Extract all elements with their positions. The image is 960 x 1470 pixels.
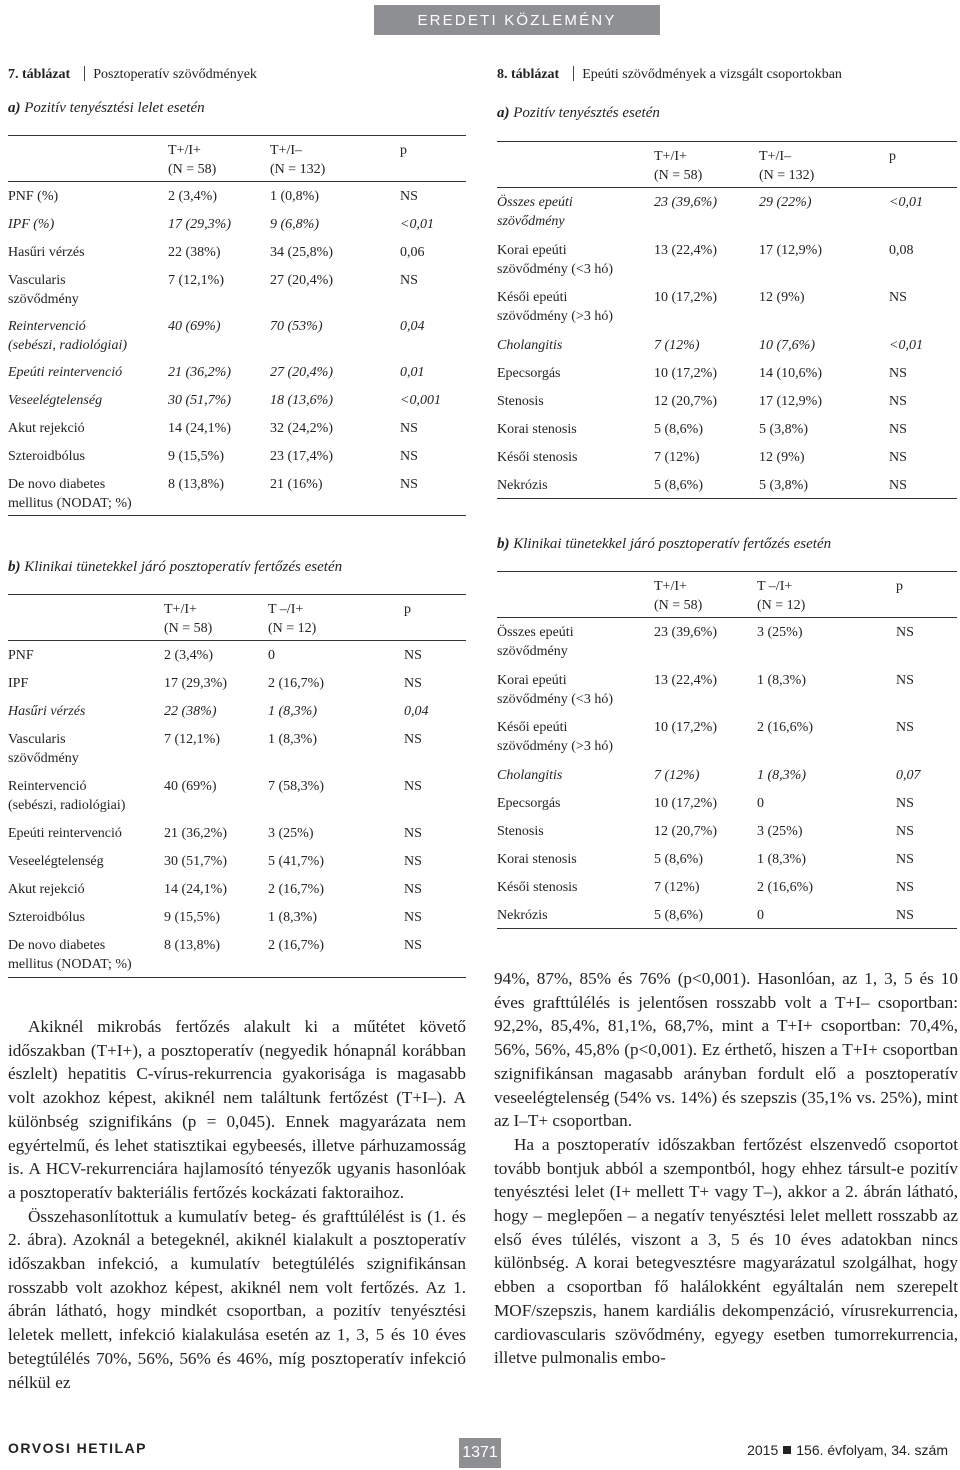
row-label: Korai stenosis	[497, 421, 577, 437]
table-row	[8, 243, 466, 262]
cell-value-1: 8 (13,8%)	[168, 477, 224, 492]
cell-p-value: 0,07	[896, 767, 921, 783]
cell-p-value: NS	[896, 672, 914, 688]
row-label-cont: szövődmény (>3 hó)	[497, 739, 613, 754]
cell-value-2: 1 (0,8%)	[270, 189, 319, 204]
cell-value-1: 9 (15,5%)	[168, 449, 224, 464]
cell-p-value: NS	[896, 720, 914, 735]
row-label: Stenosis	[497, 823, 544, 839]
cell-value-1: 2 (3,4%)	[168, 189, 217, 204]
cell-value-2: 17 (12,9%)	[759, 393, 822, 409]
cell-value-2: 7 (58,3%)	[268, 779, 324, 794]
column-header: (N = 132)	[270, 162, 326, 177]
cell-value-2: 23 (17,4%)	[270, 449, 333, 464]
table-rule	[497, 187, 957, 188]
cell-value-2: 9 (6,8%)	[270, 217, 319, 232]
row-label: Késői epeúti	[497, 720, 568, 735]
cell-p-value: NS	[400, 449, 418, 464]
cell-value-1: 30 (51,7%)	[168, 393, 231, 408]
row-label: Veseelégtelenség	[8, 393, 103, 408]
table7a-subtitle	[8, 100, 205, 117]
table8b-subtitle	[497, 536, 831, 553]
row-label: Epeúti reintervenció	[8, 365, 123, 380]
table-row	[497, 241, 957, 279]
cell-p-value: <0,01	[889, 195, 923, 210]
cell-value-2: 2 (16,7%)	[268, 882, 324, 897]
cell-p-value: 0,08	[889, 242, 914, 258]
table-row	[497, 906, 957, 925]
cell-value-2: 5 (3,8%)	[759, 421, 808, 437]
cell-value-1: 9 (15,5%)	[164, 910, 220, 925]
cell-p-value: NS	[400, 477, 418, 492]
table-row	[8, 702, 466, 721]
row-label-cont: szövődmény	[8, 751, 79, 766]
page-number-box	[459, 1438, 501, 1468]
row-label: Összes epeúti	[497, 625, 574, 640]
row-label: Vascularis	[8, 273, 66, 288]
row-label-cont: szövődmény (<3 hó)	[497, 691, 613, 707]
cell-value-2: 27 (20,4%)	[270, 273, 333, 288]
cell-value-2: 12 (9%)	[759, 290, 805, 305]
page-number: 1371	[462, 1444, 498, 1461]
cell-value-1: 2 (3,4%)	[164, 648, 213, 663]
column-header: (N = 132)	[759, 168, 815, 183]
footer-journal: ORVOSI HETILAP	[8, 1440, 147, 1456]
cell-value-1: 30 (51,7%)	[164, 854, 227, 869]
table-row	[497, 822, 957, 841]
table-rule	[8, 640, 466, 641]
cell-p-value: <0,01	[400, 217, 434, 232]
cell-value-1: 40 (69%)	[164, 779, 217, 794]
table-row	[8, 475, 466, 513]
cell-value-2: 0	[757, 795, 764, 811]
cell-value-1: 22 (38%)	[168, 245, 221, 260]
cell-value-1: 10 (17,2%)	[654, 365, 717, 381]
cell-value-1: 40 (69%)	[168, 319, 221, 334]
cell-value-2: 70 (53%)	[270, 319, 323, 334]
row-label-cont: mellitus (NODAT; %)	[8, 957, 132, 972]
cell-value-1: 5 (8,6%)	[654, 907, 703, 923]
cell-value-1: 14 (24,1%)	[168, 421, 231, 436]
table-row	[497, 476, 957, 495]
column-header: T+/I+	[654, 579, 687, 594]
row-label: Korai stenosis	[497, 851, 577, 867]
table-row	[8, 391, 466, 410]
cell-value-2: 0	[757, 907, 764, 923]
section-header-label: EREDETI KÖZLEMÉNY	[417, 11, 617, 29]
table-row	[497, 193, 957, 231]
table-row	[8, 908, 466, 927]
paragraph: Ha a posztoperatív időszakban fertőzést elszenvedő csoportot tovább bontjuk abból a szempontból, hogy ehhez társult-e pozitív tenyésztési lelet (I+ mellett T+ vagy T–), akkor a 2. ábrán látható, hogy – meglepően – a negatív tenyésztési lelet mellett rosszabb az első éves túlélés, viszont a 3, 5 és 10 éves adatokban nincs különbség. A korai betegvesztésre magyarázatul szolgálhat, hogy ebben a csoportban fő halálokként egyáltalán nem szerepelt MOF/szepszis, hanem kardiális dekompenzáció, vírusrekurrencia, cardiovascularis szövődmény, egyegy esetben tumorrekurrencia, illetve pulmonalis embo-	[494, 1134, 958, 1368]
row-label: De novo diabetes	[8, 477, 106, 492]
cell-value-2: 17 (12,9%)	[759, 242, 822, 258]
cell-p-value: <0,01	[889, 337, 923, 353]
cell-value-1: 14 (24,1%)	[164, 882, 227, 897]
row-label: Reintervenció	[8, 319, 86, 334]
row-label: Korai epeúti	[497, 672, 567, 688]
table-row	[8, 363, 466, 382]
cell-p-value: NS	[889, 449, 907, 465]
footer-issue	[747, 1442, 948, 1458]
cell-value-1: 8 (13,8%)	[164, 938, 220, 953]
table-header	[497, 577, 957, 617]
cell-value-2: 2 (16,6%)	[757, 720, 813, 735]
cell-value-2: 0	[268, 648, 275, 663]
cell-value-1: 22 (38%)	[164, 704, 217, 719]
table-row	[8, 419, 466, 438]
column-header: p	[889, 149, 896, 164]
footer-year: 2015	[747, 1442, 779, 1458]
table-row	[497, 878, 957, 897]
row-label: Veseelégtelenség	[8, 854, 104, 869]
row-label-cont: szövődmény (>3 hó)	[497, 309, 613, 324]
row-label: Szteroidbólus	[8, 449, 85, 464]
cell-value-1: 21 (36,2%)	[164, 826, 227, 841]
row-label: Korai epeúti	[497, 242, 567, 258]
paragraph: Akiknél mikrobás fertőzés alakult ki a műtétet követő időszakban (T+I+), a posztoperatív (negyedik hónapnál korábban észlelt) hepatitis C-vírus-rekurrencia gyakorisága is magasabb volt azokhoz képest, akiknél nem találtunk fertőzést (T+I–). A különbség szignifikáns (p = 0,045). Ennek magyarázata nem egyértelmű, és lehet statisztikai egybeesés, illetve párhuzamosság is. A HCV-rekurrenciára hajlamosító tényezők ugyanis hasonlóak a posztoperatív bakteriális fertőzés kockázati faktoraihoz.	[8, 1017, 466, 1202]
table8a-letter: a)	[497, 105, 510, 121]
cell-value-1: 7 (12%)	[654, 879, 700, 895]
cell-value-1: 7 (12,1%)	[168, 273, 224, 288]
cell-value-1: 10 (17,2%)	[654, 795, 717, 811]
table-row	[497, 623, 957, 661]
table-header	[8, 600, 466, 640]
cell-p-value: NS	[404, 676, 422, 691]
table-row	[497, 364, 957, 383]
column-header: (N = 58)	[654, 598, 703, 613]
column-header: T+/I–	[759, 149, 791, 164]
cell-value-2: 18 (13,6%)	[270, 393, 333, 408]
table-row	[497, 392, 957, 411]
cell-p-value: NS	[896, 625, 914, 640]
cell-value-2: 1 (8,3%)	[757, 851, 806, 867]
cell-p-value: NS	[404, 826, 422, 841]
cell-p-value: NS	[896, 823, 914, 839]
paragraph: 94%, 87%, 85% és 76% (p<0,001). Hasonlóan, az 1, 3, 5 és 10 éves grafttúlélés is jelentősen rosszabb volt a T+I– csoportban: 92,2%, 85,4%, 81,1%, 68,7%, mint a T+I+ csoportban: 70,4%, 56%, 56%, 45,8% (p<0,001). Ez érthető, hiszen a T+I+ csoportban szignifikánsan magasabb arányban fordult elő a posztoperatív veseelégtelenség (54% vs. 14%) és szepszis (35,1% vs. 25%), mint az I–T+ csoportban.	[494, 969, 958, 1131]
row-label-cont: (sebészi, radiológiai)	[8, 338, 127, 353]
table8a-subtitle	[497, 105, 660, 122]
row-label-cont: szövődmény (<3 hó)	[497, 261, 613, 277]
table7-title: Posztoperatív szövődmények	[93, 67, 257, 82]
cell-value-2: 3 (25%)	[757, 823, 803, 839]
cell-value-2: 2 (16,7%)	[268, 676, 324, 691]
column-header: p	[404, 602, 411, 617]
cell-p-value: NS	[400, 189, 418, 204]
row-label: Összes epeúti	[497, 195, 573, 210]
cell-value-2: 1 (8,3%)	[757, 672, 806, 688]
row-label-cont: szövődmény	[497, 214, 565, 229]
table-row	[8, 936, 466, 974]
column-header: T+/I+	[168, 143, 201, 158]
table-rule	[497, 617, 957, 618]
cell-value-2: 14 (10,6%)	[759, 365, 822, 381]
cell-value-2: 5 (3,8%)	[759, 477, 808, 493]
column-header: p	[896, 579, 903, 594]
table-rule	[8, 181, 466, 182]
table8-caption	[497, 66, 842, 83]
cell-p-value: NS	[889, 477, 907, 493]
row-label-cont: szövődmény	[8, 292, 79, 307]
table7a-subtitle-text: Pozitív tenyésztési lelet esetén	[24, 100, 205, 116]
cell-value-2: 1 (8,3%)	[757, 767, 806, 783]
cell-p-value: 0,04	[404, 704, 429, 719]
table7-number: 7. táblázat	[8, 67, 71, 82]
cell-p-value: <0,001	[400, 393, 441, 408]
table-rule	[8, 135, 466, 136]
table-rule	[497, 141, 957, 142]
cell-value-1: 21 (36,2%)	[168, 365, 231, 380]
row-label: Akut rejekció	[8, 882, 85, 897]
cell-value-2: 12 (9%)	[759, 449, 805, 465]
row-label-cont: mellitus (NODAT; %)	[8, 496, 132, 511]
paragraph: Összehasonlítottuk a kumulatív beteg- és grafttúlélést is (1. és 2. ábra). Azoknál a betegeknél, akiknél kialakult a posztoperatív időszakban infekció, a kumulatív betegtúlélés szignifikánsan rosszabb volt azokhoz képest, akiknél nem volt fertőzés. Az 1. ábrán látható, hogy mindkét csoportban, a pozitív tenyésztési leletek mellett, infekció kialakulása esetén az 1, 3, 5 és 10 éves betegtúlélés 70%, 56%, 56% és 46%, míg posztoperatív infekció nélkül ez	[8, 1206, 466, 1392]
cell-value-2: 2 (16,6%)	[757, 879, 813, 895]
cell-p-value: NS	[404, 779, 422, 794]
cell-value-2: 10 (7,6%)	[759, 337, 815, 353]
cell-p-value: NS	[404, 938, 422, 953]
row-label: Hasűri vérzés	[8, 704, 86, 719]
cell-value-1: 7 (12,1%)	[164, 732, 220, 747]
table8-number: 8. táblázat	[497, 67, 560, 82]
table-rule	[497, 498, 957, 499]
row-label: Akut rejekció	[8, 421, 85, 436]
cell-p-value: NS	[889, 393, 907, 409]
cell-value-1: 7 (12%)	[654, 767, 700, 783]
cell-p-value: NS	[404, 854, 422, 869]
cell-value-2: 21 (16%)	[270, 477, 323, 492]
cell-value-1: 10 (17,2%)	[654, 720, 717, 735]
cell-p-value: NS	[404, 882, 422, 897]
column-header: T –/I+	[268, 602, 304, 617]
cell-value-1: 7 (12%)	[654, 337, 700, 353]
cell-p-value: 0,01	[400, 365, 425, 380]
cell-p-value: NS	[896, 851, 914, 867]
cell-p-value: NS	[404, 648, 422, 663]
cell-value-1: 17 (29,3%)	[168, 217, 231, 232]
square-bullet-icon	[783, 1446, 791, 1454]
column-header: (N = 58)	[168, 162, 217, 177]
table-row	[8, 824, 466, 843]
section-header	[374, 5, 660, 35]
table-rule	[8, 594, 466, 595]
row-label: Cholangitis	[497, 767, 563, 783]
row-label: Vascularis	[8, 732, 66, 747]
table-row	[8, 447, 466, 466]
table-row	[497, 448, 957, 467]
row-label: Hasűri vérzés	[8, 245, 85, 260]
row-label: Epecsorgás	[497, 795, 561, 811]
row-label: Késői stenosis	[497, 449, 578, 465]
cell-p-value: NS	[404, 732, 422, 747]
row-label: Szteroidbólus	[8, 910, 85, 925]
row-label: Késői stenosis	[497, 879, 578, 895]
table-row	[497, 718, 957, 756]
cell-value-2: 1 (8,3%)	[268, 732, 317, 747]
cell-value-1: 5 (8,6%)	[654, 477, 703, 493]
table-row	[497, 671, 957, 709]
table-row	[8, 730, 466, 768]
cell-value-1: 23 (39,6%)	[654, 195, 717, 210]
row-label: IPF	[8, 676, 29, 691]
row-label: Epeúti reintervenció	[8, 826, 122, 841]
cell-value-2: 3 (25%)	[268, 826, 314, 841]
table-row	[8, 674, 466, 693]
row-label: PNF (%)	[8, 189, 59, 204]
cell-value-2: 1 (8,3%)	[268, 910, 317, 925]
table7b-subtitle-text: Klinikai tünetekkel járó posztoperatív fertőzés esetén	[24, 559, 343, 575]
cell-value-1: 7 (12%)	[654, 449, 700, 465]
cell-value-1: 13 (22,4%)	[654, 242, 717, 258]
table-row	[497, 288, 957, 326]
table-rule	[497, 928, 957, 929]
cell-value-1: 23 (39,6%)	[654, 625, 717, 640]
cell-value-2: 32 (24,2%)	[270, 421, 333, 436]
table7-caption	[8, 66, 257, 83]
table7b-letter: b)	[8, 559, 21, 575]
cell-value-1: 12 (20,7%)	[654, 393, 717, 409]
cell-value-2: 2 (16,7%)	[268, 938, 324, 953]
footer-volume: 156. évfolyam, 34. szám	[796, 1442, 948, 1458]
row-label-cont: szövődmény	[497, 644, 568, 659]
table8a-subtitle-text: Pozitív tenyésztés esetén	[513, 105, 660, 121]
table-row	[8, 271, 466, 309]
table-row	[497, 794, 957, 813]
table7a-letter: a)	[8, 100, 21, 116]
table-header	[8, 141, 466, 181]
column-header: (N = 58)	[164, 621, 213, 636]
table8-title: Epeúti szövődmények a vizsgált csoportokban	[582, 67, 842, 82]
cell-value-2: 3 (25%)	[757, 625, 803, 640]
column-header: T+/I+	[654, 149, 687, 164]
cell-p-value: NS	[400, 273, 418, 288]
cell-value-2: 1 (8,3%)	[268, 704, 317, 719]
row-label: De novo diabetes	[8, 938, 106, 953]
table-row	[8, 215, 466, 234]
table8b-subtitle-text: Klinikai tünetekkel járó posztoperatív fertőzés esetén	[513, 536, 832, 552]
cell-value-1: 17 (29,3%)	[164, 676, 227, 691]
table-row	[8, 317, 466, 355]
cell-value-1: 10 (17,2%)	[654, 290, 717, 305]
table8b-letter: b)	[497, 536, 510, 552]
row-label-cont: (sebészi, radiológiai)	[8, 798, 126, 813]
table-row	[8, 187, 466, 206]
column-header: (N = 12)	[757, 598, 806, 613]
row-label: Nekrózis	[497, 907, 548, 923]
cell-p-value: NS	[896, 795, 914, 811]
cell-value-1: 13 (22,4%)	[654, 672, 717, 688]
cell-value-2: 5 (41,7%)	[268, 854, 324, 869]
row-label: Késői epeúti	[497, 290, 568, 305]
cell-value-2: 27 (20,4%)	[270, 365, 333, 380]
body-text-right	[494, 967, 958, 1370]
table-row	[8, 852, 466, 871]
cell-value-1: 5 (8,6%)	[654, 851, 703, 867]
cell-p-value: NS	[896, 907, 914, 923]
column-header: T –/I+	[757, 579, 793, 594]
column-header: (N = 58)	[654, 168, 703, 183]
table-row	[497, 420, 957, 439]
cell-value-1: 5 (8,6%)	[654, 421, 703, 437]
cell-p-value: NS	[400, 421, 418, 436]
column-header: p	[400, 143, 407, 158]
column-header: (N = 12)	[268, 621, 317, 636]
cell-value-2: 29 (22%)	[759, 195, 812, 210]
row-label: Reintervenció	[8, 779, 87, 794]
cell-p-value: NS	[889, 290, 907, 305]
table-rule	[8, 977, 466, 978]
row-label: IPF (%)	[8, 217, 55, 232]
table-row	[497, 766, 957, 785]
cell-p-value: 0,04	[400, 319, 425, 334]
cell-p-value: NS	[404, 910, 422, 925]
table-row	[497, 850, 957, 869]
table7b-subtitle	[8, 559, 342, 576]
row-label: Nekrózis	[497, 477, 548, 493]
cell-p-value: NS	[889, 365, 907, 381]
cell-p-value: NS	[889, 421, 907, 437]
table-rule	[8, 515, 466, 516]
row-label: Cholangitis	[497, 337, 563, 353]
cell-value-1: 12 (20,7%)	[654, 823, 717, 839]
table-row	[497, 336, 957, 355]
row-label: Epecsorgás	[497, 365, 561, 381]
column-header: T+/I–	[270, 143, 302, 158]
table-rule	[497, 571, 957, 572]
table-row	[8, 880, 466, 899]
body-text-left	[8, 1015, 466, 1394]
table-row	[8, 777, 466, 815]
cell-p-value: NS	[896, 879, 914, 895]
cell-p-value: 0,06	[400, 245, 425, 260]
cell-value-2: 34 (25,8%)	[270, 245, 333, 260]
table-row	[8, 646, 466, 665]
table-header	[497, 147, 957, 187]
column-header: T+/I+	[164, 602, 197, 617]
row-label: PNF	[8, 648, 34, 663]
row-label: Stenosis	[497, 393, 544, 409]
